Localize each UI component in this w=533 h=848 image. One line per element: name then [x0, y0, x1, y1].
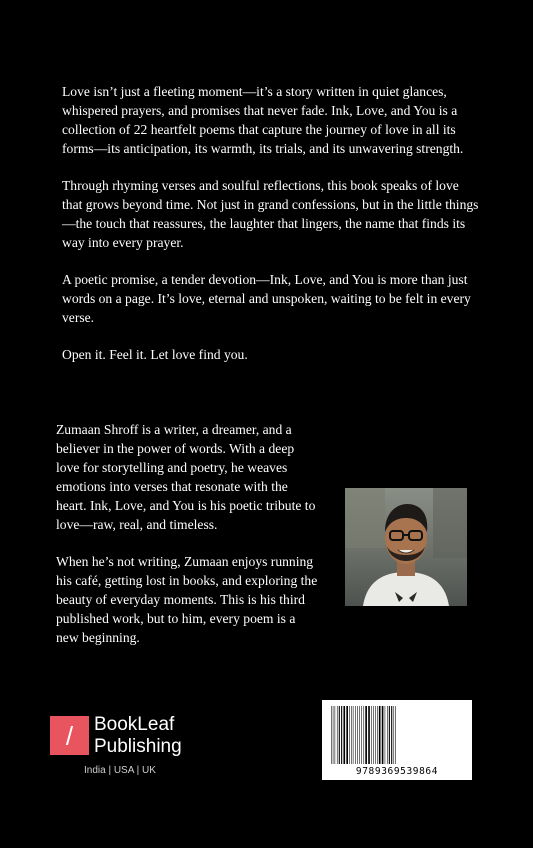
- blurb-paragraph: A poetic promise, a tender devotion—Ink, Love, and You is more than just words on a page. It’s love, eternal and unspoken, waiting to be felt in every verse.: [62, 272, 471, 325]
- barcode-bar: [395, 706, 396, 764]
- blurb-paragraph: Love isn’t just a fleeting moment—it’s a story written in quiet glances, whispered prayers, and promises that never fade. Ink, Love, and You is a collection of 22 heartfelt poems that capture the journey of love in all its forms—its anticipation, its warmth, its trials, and its unwavering strength.: [62, 84, 464, 156]
- publisher-logo: [50, 716, 220, 786]
- publisher-regions: India | USA | UK: [84, 765, 156, 776]
- barcode-bar: [391, 706, 392, 764]
- barcode-bar: [337, 706, 338, 764]
- author-photo-illustration: [345, 488, 467, 606]
- barcode-bar: [339, 706, 340, 764]
- bio-paragraph: Zumaan Shroff is a writer, a dreamer, and a believer in the power of words. With a deep love for storytelling and poetry, he weaves emotions into verses that resonate with the heart. Ink, Love, and You is his poetic tribute to love—raw, real, and timeless.: [56, 422, 316, 532]
- barcode-bar: [357, 706, 358, 764]
- barcode-bar: [353, 706, 354, 764]
- publisher-name-line1: BookLeaf: [94, 714, 175, 735]
- barcode-bar: [333, 706, 334, 764]
- publisher-logo-mark: [50, 716, 89, 755]
- author-bio: [56, 420, 318, 665]
- book-blurb: [62, 82, 482, 382]
- bio-paragraph: When he’s not writing, Zumaan enjoys running his café, getting lost in books, and exploring the beauty of everyday moments. This is his third published work, but to him, every poem is a new beginning.: [56, 554, 318, 645]
- barcode-bar: [346, 706, 348, 764]
- barcode-bar: [375, 706, 376, 764]
- barcode-bar: [359, 706, 360, 764]
- isbn-barcode: [322, 700, 472, 780]
- barcode-bar: [373, 706, 374, 764]
- barcode-bar: [361, 706, 362, 764]
- barcode-bar: [371, 706, 372, 764]
- blurb-tagline: Open it. Feel it. Let love find you.: [62, 347, 248, 362]
- barcode-bar: [355, 706, 356, 764]
- barcode-bar: [382, 706, 384, 764]
- slash-icon: /: [65, 720, 74, 751]
- barcode-bar: [351, 706, 352, 764]
- barcode-bar: [331, 706, 332, 764]
- isbn-number: 9789369539864: [355, 766, 439, 777]
- barcode-bar: [343, 706, 345, 764]
- barcode-bar: [335, 706, 336, 764]
- barcode-bar: [387, 706, 388, 764]
- barcode-bar: [377, 706, 378, 764]
- publisher-name-line2: Publishing: [94, 736, 182, 757]
- publisher-name: [94, 714, 182, 758]
- barcode-bar: [394, 706, 395, 764]
- blurb-paragraph: Through rhyming verses and soulful reflections, this book speaks of love that grows beyond time. Not just in grand confessions, but in the little things—the touch that reassures, the laughter that lingers, the name that finds its way into every prayer.: [62, 178, 479, 250]
- barcode-bar: [389, 706, 390, 764]
- barcode-bar: [368, 706, 370, 764]
- barcode-bars: [329, 706, 465, 764]
- barcode-bar: [379, 706, 381, 764]
- barcode-bar: [385, 706, 386, 764]
- barcode-bar: [349, 706, 350, 764]
- barcode-bar: [364, 706, 365, 764]
- barcode-bar: [341, 706, 342, 764]
- barcode-bar: [365, 706, 367, 764]
- author-photo: [345, 488, 467, 606]
